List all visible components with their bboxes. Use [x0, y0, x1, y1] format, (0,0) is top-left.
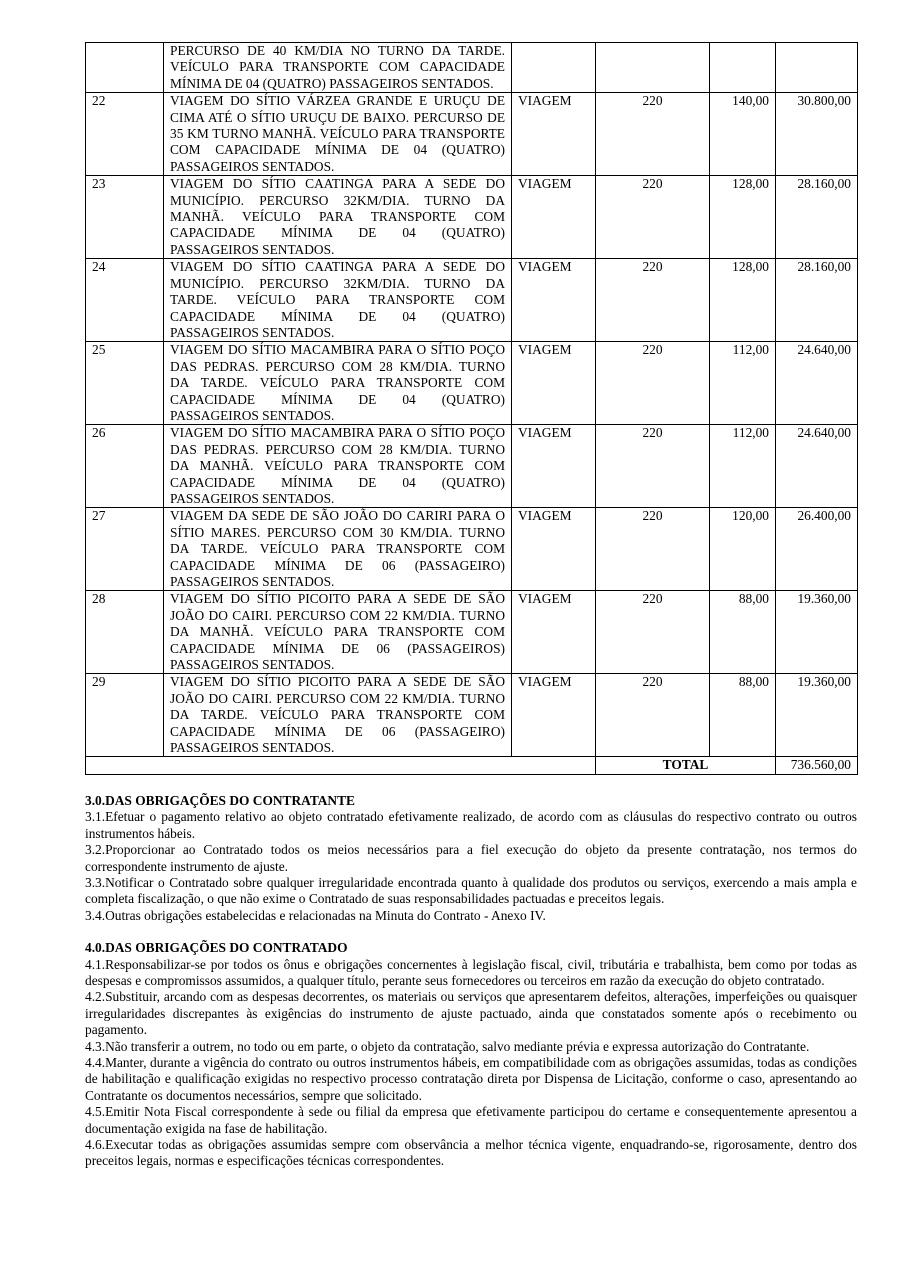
contratado-clause: 4.6.Executar todas as obrigações assumidas sempre com observância a melhor técnica vigente, enquadrando-se, rigorosamente, dentro dos preceitos legais, normas e especificações técnicas correspondentes. — [85, 1137, 857, 1169]
table-row-continuation — [86, 43, 858, 93]
items-table — [85, 42, 858, 775]
item-total: 28.160,00 — [776, 259, 858, 342]
item-unit-price: 88,00 — [710, 591, 776, 674]
item-description: PERCURSO DE 40 KM/DIA NO TURNO DA TARDE. VEÍCULO PARA TRANSPORTE COM CAPACIDADE MÍNIMA DE 04 (QUATRO) PASSAGEIROS SENTADOS. — [164, 43, 512, 93]
contratante-clause: 3.3.Notificar o Contratado sobre qualquer irregularidade encontrada quanto à qualidade dos produtos ou serviços, exercendo a mais ampla e completa fiscalização, o que não exime o Contratado de suas responsabilidades pactuadas e preceitos legais. — [85, 874, 857, 907]
item-quantity: 220 — [596, 93, 710, 176]
item-total: 28.160,00 — [776, 176, 858, 259]
item-number: 25 — [86, 342, 164, 425]
item-number: 22 — [86, 93, 164, 176]
item-total: 19.360,00 — [776, 674, 858, 757]
item-description: VIAGEM DO SÍTIO CAATINGA PARA A SEDE DO MUNICÍPIO. PERCURSO 32KM/DIA. TURNO DA TARDE. VEÍCULO PARA TRANSPORTE COM CAPACIDADE MÍNIMA DE 04 (QUATRO) PASSAGEIROS SENTADOS. — [164, 259, 512, 342]
contratado-clause: 4.2.Substituir, arcando com as despesas decorrentes, os materiais ou serviços que apresentarem defeitos, alterações, imperfeições ou quaisquer irregularidades discrepantes às exigências do instrumento de ajuste pactuado, ainda que constatados somente após o recebimento ou pagamento. — [85, 989, 857, 1038]
item-description: VIAGEM DO SÍTIO PICOITO PARA A SEDE DE SÃO JOÃO DO CAIRI. PERCURSO COM 22 KM/DIA. TURNO DA TARDE. VEÍCULO PARA TRANSPORTE COM CAPACIDADE MÍNIMA DE 06 (PASSAGEIRO) PASSAGEIROS SENTADOS. — [164, 674, 512, 757]
item-description: VIAGEM DO SÍTIO VÁRZEA GRANDE E URUÇU DE CIMA ATÉ O SÍTIO URUÇU DE BAIXO. PERCURSO DE 35 KM TURNO MANHÃ. VEÍCULO PARA TRANSPORTE COM CAPACIDADE MÍNIMA DE 04 (QUATRO) PASSAGEIROS SENTADOS. — [164, 93, 512, 176]
item-quantity: 220 — [596, 176, 710, 259]
item-quantity: 220 — [596, 425, 710, 508]
contratado-list — [85, 957, 857, 1170]
item-unit: VIAGEM — [512, 674, 596, 757]
contratado-clause: 4.3.Não transferir a outrem, no todo ou em parte, o objeto da contratação, salvo mediante prévia e expressa autorização do Contratante. — [85, 1038, 810, 1054]
table-row — [86, 342, 858, 425]
item-description: VIAGEM DA SEDE DE SÃO JOÃO DO CARIRI PARA O SÍTIO MARES. PERCURSO COM 30 KM/DIA. TURNO DA TARDE. VEÍCULO PARA TRANSPORTE COM CAPACIDADE MÍNIMA DE 06 (PASSAGEIRO) PASSAGEIROS SENTADOS. — [164, 508, 512, 591]
contratante-clause: 3.2.Proporcionar ao Contratado todos os meios necessários para a fiel execução do objeto da presente contratação, nos termos do correspondente instrumento de ajuste. — [85, 842, 857, 874]
item-unit-price: 128,00 — [710, 176, 776, 259]
item-unit-price: 88,00 — [710, 674, 776, 757]
table-row — [86, 674, 858, 757]
contratado-heading: 4.0.DAS OBRIGAÇÕES DO CONTRATADO — [85, 940, 348, 956]
item-unit — [512, 43, 596, 93]
table-row — [86, 508, 858, 591]
item-number: 24 — [86, 259, 164, 342]
item-quantity: 220 — [596, 342, 710, 425]
item-unit: VIAGEM — [512, 425, 596, 508]
item-quantity: 220 — [596, 508, 710, 591]
item-number: 28 — [86, 591, 164, 674]
item-quantity: 220 — [596, 259, 710, 342]
item-unit: VIAGEM — [512, 176, 596, 259]
table-row — [86, 176, 858, 259]
item-description: VIAGEM DO SÍTIO MACAMBIRA PARA O SÍTIO POÇO DAS PEDRAS. PERCURSO COM 28 KM/DIA. TURNO DA TARDE. VEÍCULO PARA TRANSPORTE COM CAPACIDADE MÍNIMA DE 04 (QUATRO) PASSAGEIROS SENTADOS. — [164, 342, 512, 425]
item-total: 24.640,00 — [776, 425, 858, 508]
contratado-clause: 4.5.Emitir Nota Fiscal correspondente à sede ou filial da empresa que efetivamente participou do certame e consequentemente apresentou a documentação exigida na fase de habilitação. — [85, 1104, 857, 1136]
obligations-sections — [85, 793, 857, 1170]
total-spacer — [86, 757, 596, 774]
table-total-row — [86, 757, 858, 774]
contratado-clause: 4.1.Responsabilizar-se por todos os ônus e obrigações concernentes à legislação fiscal, civil, tributária e trabalhista, bem como por todas as despesas e compromissos assumidos, a qualquer título, perante seus fornecedores ou terceiros em razão da execução do objeto contratado. — [85, 956, 857, 988]
item-unit: VIAGEM — [512, 342, 596, 425]
item-number — [86, 43, 164, 93]
total-value: 736.560,00 — [776, 757, 858, 774]
item-number: 29 — [86, 674, 164, 757]
item-unit: VIAGEM — [512, 591, 596, 674]
item-description: VIAGEM DO SÍTIO PICOITO PARA A SEDE DE SÃO JOÃO DO CAIRI. PERCURSO COM 22 KM/DIA. TURNO DA MANHÃ. VEÍCULO PARA TRANSPORTE COM CAPACIDADE MÍNIMA DE 06 (PASSAGEIROS) PASSAGEIROS SENTADOS. — [164, 591, 512, 674]
item-number: 26 — [86, 425, 164, 508]
table-row — [86, 591, 858, 674]
total-label: TOTAL — [596, 757, 776, 774]
item-description: VIAGEM DO SÍTIO MACAMBIRA PARA O SÍTIO POÇO DAS PEDRAS. PERCURSO COM 28 KM/DIA. TURNO DA MANHÃ. VEÍCULO PARA TRANSPORTE COM CAPACIDADE MÍNIMA DE 04 (QUATRO) PASSAGEIROS SENTADOS. — [164, 425, 512, 508]
item-total — [776, 43, 858, 93]
table-row — [86, 425, 858, 508]
item-unit-price: 128,00 — [710, 259, 776, 342]
item-quantity: 220 — [596, 591, 710, 674]
item-unit: VIAGEM — [512, 259, 596, 342]
contratante-clause: 3.1.Efetuar o pagamento relativo ao objeto contratado efetivamente realizado, de acordo com as cláusulas do respectivo contrato ou outros instrumentos hábeis. — [85, 809, 857, 841]
item-total: 19.360,00 — [776, 591, 858, 674]
item-total: 24.640,00 — [776, 342, 858, 425]
item-number: 23 — [86, 176, 164, 259]
item-number: 27 — [86, 508, 164, 591]
item-unit: VIAGEM — [512, 508, 596, 591]
item-unit: VIAGEM — [512, 93, 596, 176]
item-unit-price: 140,00 — [710, 93, 776, 176]
contratante-list — [85, 809, 857, 924]
item-quantity: 220 — [596, 674, 710, 757]
item-unit-price: 120,00 — [710, 508, 776, 591]
item-unit-price: 112,00 — [710, 425, 776, 508]
table-row — [86, 93, 858, 176]
contratante-heading: 3.0.DAS OBRIGAÇÕES DO CONTRATANTE — [85, 792, 355, 808]
item-description: VIAGEM DO SÍTIO CAATINGA PARA A SEDE DO MUNICÍPIO. PERCURSO 32KM/DIA. TURNO DA MANHÃ. VEÍCULO PARA TRANSPORTE COM CAPACIDADE MÍNIMA DE 04 (QUATRO) PASSAGEIROS SENTADOS. — [164, 176, 512, 259]
contratado-clause: 4.4.Manter, durante a vigência do contrato ou outros instrumentos hábeis, em compatibilidade com as obrigações assumidas, todas as condições de habilitação e qualificação exigidas no respectivo processo contratação direta por Dispensa de Licitação, conforme o caso, apresentando ao Contratante os documentos necessários, sempre que solicitado. — [85, 1054, 857, 1103]
item-total: 30.800,00 — [776, 93, 858, 176]
item-unit-price: 112,00 — [710, 342, 776, 425]
item-quantity — [596, 43, 710, 93]
table-row — [86, 259, 858, 342]
item-unit-price — [710, 43, 776, 93]
item-total: 26.400,00 — [776, 508, 858, 591]
contratante-clause: 3.4.Outras obrigações estabelecidas e relacionadas na Minuta do Contrato - Anexo IV. — [85, 907, 546, 923]
document-page — [85, 42, 857, 1170]
